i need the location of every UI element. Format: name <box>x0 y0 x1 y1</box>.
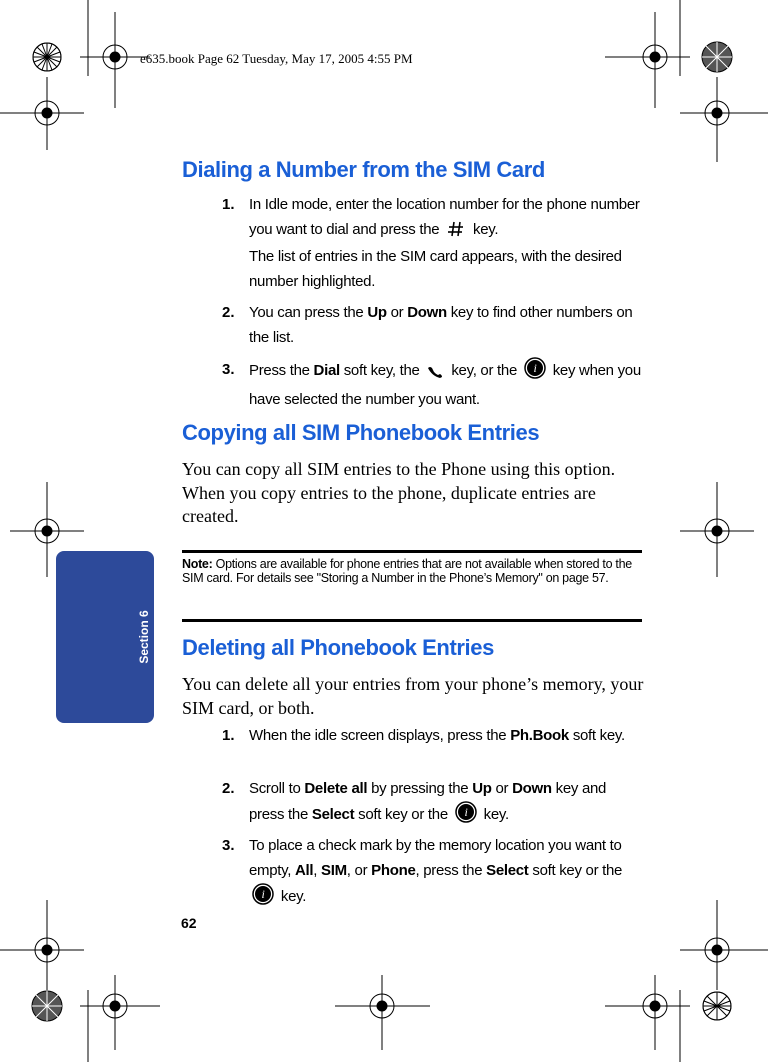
starburst-mark-icon <box>702 42 732 72</box>
hash-key-icon <box>446 220 466 246</box>
step-number: 2. <box>222 780 235 797</box>
step-text: You can press the Up or Down key to find other numbers on the list. <box>249 304 633 346</box>
step-number: 1. <box>222 196 235 213</box>
heading-dialing-from-sim: Dialing a Number from the SIM Card <box>182 157 545 182</box>
step-text: When the idle screen displays, press the Ph.Book soft key. <box>249 727 625 744</box>
crosshair-mark-icon <box>0 0 150 150</box>
crosshair-mark-icon <box>680 482 754 577</box>
ok-key-icon <box>252 883 274 913</box>
step-number: 2. <box>222 304 235 321</box>
note-text: Options are available for phone entries that are not available when stored to the SIM card. For details see "Storing a Number in the Phone’s Memory" on page 57. <box>182 557 632 585</box>
step-text: Scroll to Delete all by pressing the Up or Down key and press the Select soft key or the i key. <box>249 776 644 831</box>
starburst-mark-icon <box>32 991 62 1021</box>
paragraph-deleting: You can delete all your entries from your phone’s memory, your SIM card, or both. <box>182 674 644 718</box>
print-header: e635.book Page 62 Tuesday, May 17, 2005 4:55 PM <box>140 51 413 66</box>
step-text: To place a check mark by the memory location you want to empty, All, SIM, or Phone, press the Select soft key or the i key. <box>249 833 644 913</box>
note-label: Note: <box>182 557 213 571</box>
crosshair-mark-icon <box>605 0 768 162</box>
note-bottom-rule <box>182 619 642 622</box>
paragraph-copying: You can copy all SIM entries to the Phone using this option. When you copy entries to the phone, duplicate entries are created. <box>182 459 616 526</box>
heading-copying-sim-entries: Copying all SIM Phonebook Entries <box>182 420 540 445</box>
page-number: 62 <box>181 915 197 931</box>
svg-text:i: i <box>464 805 468 819</box>
step-number: 3. <box>222 837 235 854</box>
starburst-mark-icon <box>33 43 61 71</box>
svg-text:i: i <box>261 887 265 901</box>
note-box <box>182 557 644 585</box>
section-tab-label: Section 6 <box>137 610 151 664</box>
ok-key-icon <box>524 357 546 387</box>
crosshair-mark-icon <box>335 975 430 1050</box>
send-key-icon <box>426 362 444 387</box>
step-text: In Idle mode, enter the location number for the phone number you want to dial and press the key. <box>249 192 644 246</box>
svg-text:i: i <box>533 361 537 375</box>
crosshair-mark-icon <box>605 900 768 1062</box>
step-number: 1. <box>222 727 235 744</box>
crosshair-mark-icon <box>0 900 160 1062</box>
note-top-rule <box>182 550 642 553</box>
heading-deleting-entries: Deleting all Phonebook Entries <box>182 635 494 660</box>
ok-key-icon <box>455 801 477 831</box>
step-text: Press the Dial soft key, the key, or the i key when you have selected the number you want. <box>249 357 644 412</box>
step-note: The list of entries in the SIM card appears, with the desired number highlighted. <box>249 248 622 290</box>
starburst-mark-icon <box>703 992 731 1020</box>
step-number: 3. <box>222 361 235 378</box>
